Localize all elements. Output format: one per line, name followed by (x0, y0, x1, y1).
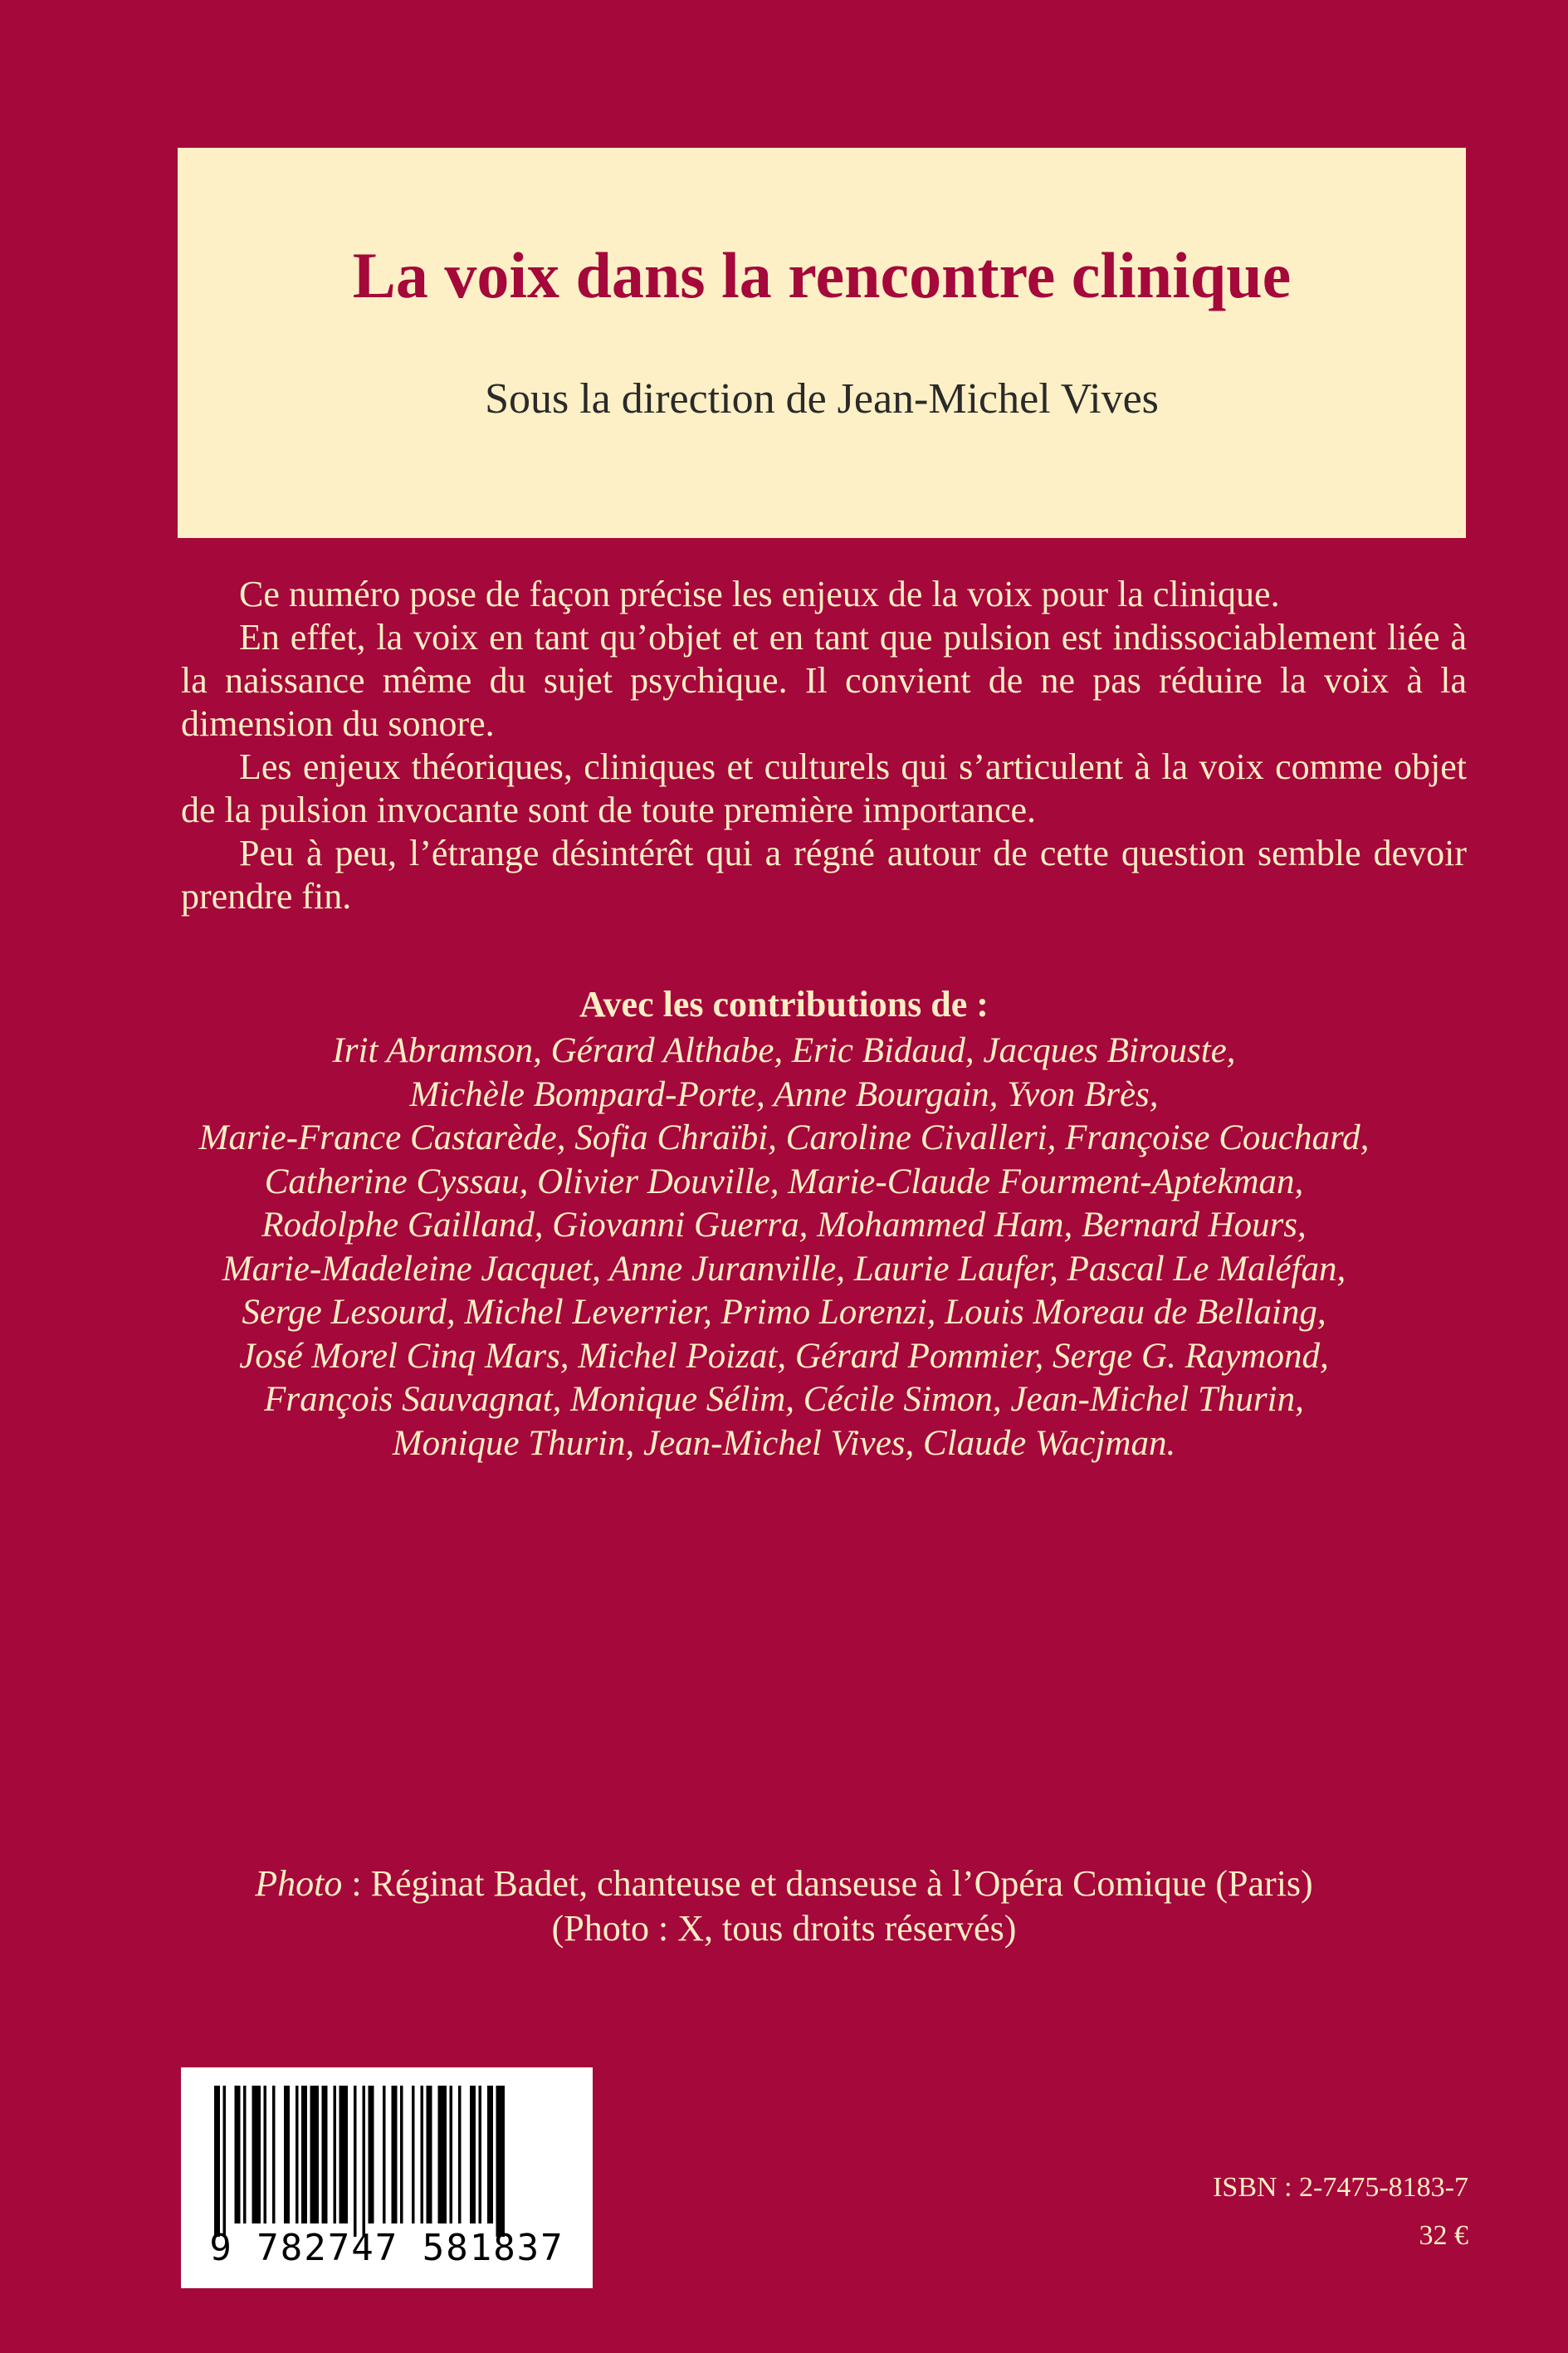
contributors-line: Marie-France Castarède, Sofia Chraïbi, Caroline Civalleri, Françoise Couchard, (198, 1118, 1370, 1157)
contributors-line: Rodolphe Gailland, Giovanni Guerra, Mohammed Ham, Bernard Hours, (261, 1206, 1307, 1245)
contributors-line: José Morel Cinq Mars, Michel Poizat, Gérard Pommier, Serge G. Raymond, (239, 1336, 1329, 1376)
barcode-bar (470, 2086, 476, 2223)
barcode-bar (400, 2086, 403, 2223)
description-paragraph: En effet, la voix en tant qu’objet et en tant que pulsion est indissociablement liée à la naissance même du sujet psychique. Il convient de ne pas réduire la voix à la dimension du sonore. (181, 617, 1467, 744)
contributors-line: Catherine Cyssau, Olivier Douville, Marie-Claude Fourment-Aptekman, (264, 1162, 1304, 1201)
barcode-bar (392, 2086, 398, 2223)
photo-credit (0, 1861, 1568, 1951)
barcode-bar (421, 2086, 424, 2223)
contributors-line: Marie-Madeleine Jacquet, Anne Juranville, Laurie Laufer, Pascal Le Maléfan, (222, 1249, 1346, 1289)
barcode-bar (458, 2086, 462, 2223)
barcode-bar (363, 2086, 366, 2237)
photo-credit-line (0, 1861, 1568, 1906)
barcode (181, 2067, 593, 2288)
photo-label: Photo (255, 1863, 343, 1904)
contributors-line: Irit Abramson, Gérard Althabe, Eric Bidaud, Jacques Birouste, (332, 1031, 1236, 1070)
title-panel (178, 148, 1466, 538)
barcode-bar (235, 2086, 241, 2223)
barcode-bar (301, 2086, 307, 2223)
contributors-line: Michèle Bompard-Porte, Anne Bourgain, Yvon Brès, (409, 1074, 1159, 1114)
contributors-line: Serge Lesourd, Michel Leverrier, Primo Lorenzi, Louis Moreau de Bellaing, (242, 1293, 1326, 1332)
barcode-bar (412, 2086, 415, 2223)
barcode-digits: 9 782747 581837 (209, 2227, 564, 2269)
barcode-bar (272, 2086, 276, 2223)
price: 32 € (1419, 2220, 1468, 2251)
barcode-bar (310, 2086, 320, 2223)
barcode-bar (354, 2086, 357, 2237)
editor-line: Sous la direction de Jean-Michel Vives (485, 375, 1159, 423)
photo-rights-line: (Photo : X, tous droits réservés) (551, 1908, 1017, 1949)
barcode-bar (369, 2086, 374, 2223)
barcode-bar (296, 2086, 299, 2223)
contributors-line: François Sauvagnat, Monique Sélim, Cécile Simon, Jean-Michel Thurin, (264, 1380, 1304, 1419)
contributions-heading: Avec les contributions de : (579, 984, 989, 1025)
barcode-bar (252, 2086, 261, 2223)
description-paragraph: Les enjeux théoriques, cliniques et culturels qui s’articulent à la voix comme objet de la pulsion invocante sont de toute première importance. (181, 746, 1467, 830)
barcode-bar (334, 2086, 337, 2223)
barcode-bar (383, 2086, 386, 2223)
barcode-bar (264, 2086, 267, 2223)
photo-caption: : Réginat Badet, chanteuse et danseuse à l’Opéra Comique (Paris) (342, 1863, 1313, 1904)
barcode-bar (479, 2086, 482, 2223)
isbn: ISBN : 2-7475-8183-7 (1213, 2172, 1468, 2203)
barcode-bar (487, 2086, 493, 2223)
barcode-bar (438, 2086, 447, 2223)
barcode-bar (243, 2086, 247, 2223)
barcode-bar (322, 2086, 328, 2223)
barcode-bar (339, 2086, 349, 2223)
contributors-list (0, 1030, 1568, 1465)
description-paragraph: Peu à peu, l’étrange désintérêt qui a régné autour de cette question semble devoir prendre fin. (181, 833, 1467, 917)
barcode-bar (427, 2086, 432, 2223)
barcode-bar (284, 2086, 290, 2223)
description-paragraph: Ce numéro pose de façon précise les enjeux de la voix pour la clinique. (239, 574, 1280, 614)
barcode-bar (223, 2086, 227, 2237)
barcode-bar (214, 2086, 220, 2237)
book-title: La voix dans la rencontre clinique (352, 239, 1292, 311)
contributors-line: Monique Thurin, Jean-Michel Vives, Claude Wacjman. (392, 1423, 1176, 1463)
description-text (181, 573, 1467, 918)
barcode-bar (496, 2086, 506, 2237)
barcode-bar (450, 2086, 453, 2223)
